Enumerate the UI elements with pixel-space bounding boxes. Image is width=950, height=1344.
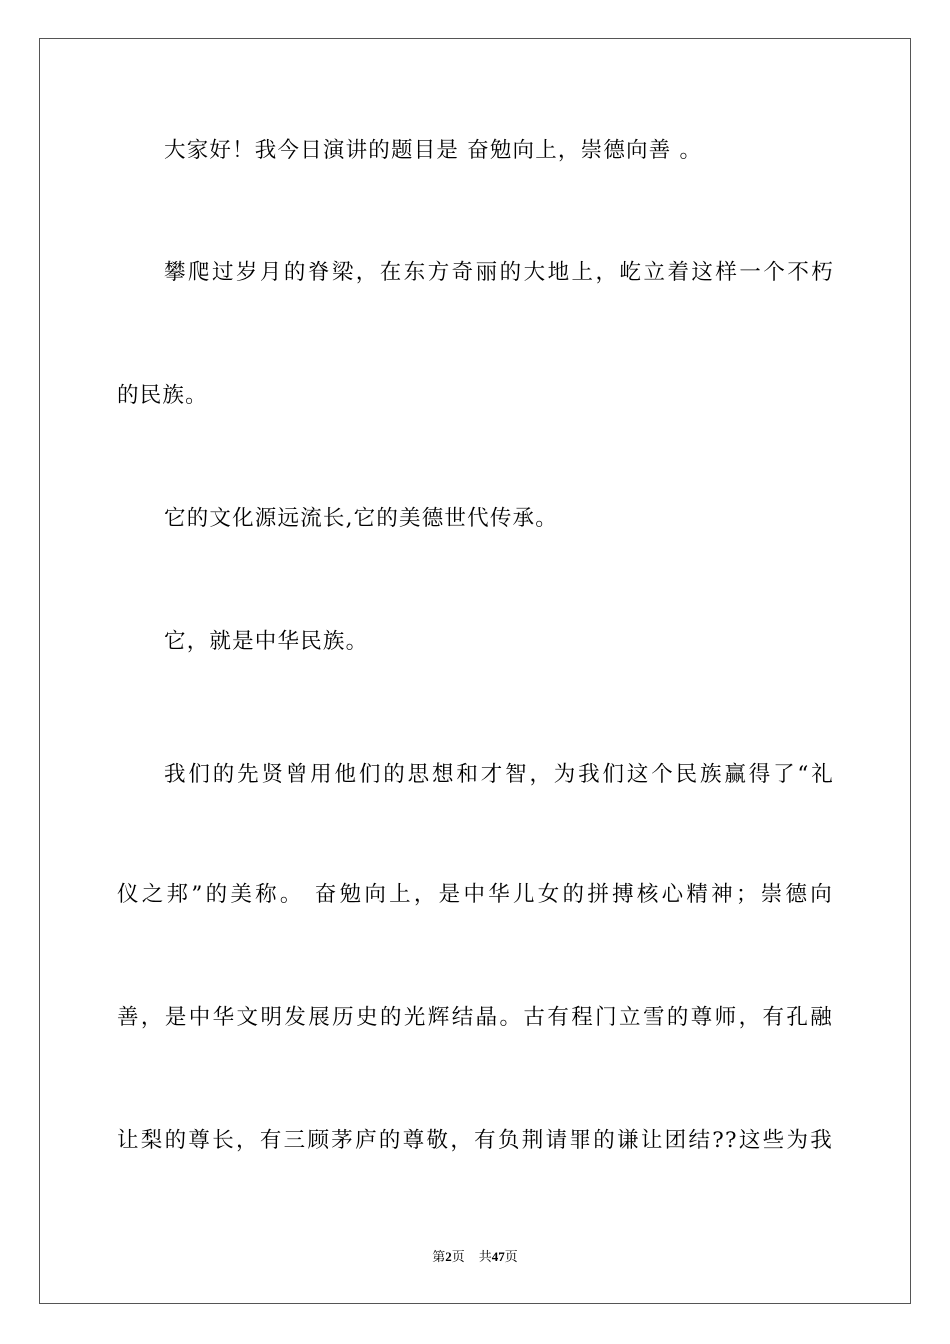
paragraph-line: 善，是中华文明发展历史的光辉结晶。古有程门立雪的尊师，有孔融 (117, 1005, 833, 1030)
paragraph-line: 我们的先贤曾用他们的思想和才智，为我们这个民族赢得了“礼 (164, 762, 834, 787)
footer-total-pages: 47 (491, 1249, 505, 1264)
footer-page-prefix: 第 (432, 1249, 446, 1264)
paragraph-line: 仪之邦”的美称。 奋勉向上，是中华儿女的拼搏核心精神；崇德向 (117, 882, 833, 907)
paragraph-line: 它，就是中华民族。 (164, 629, 369, 654)
footer-total-prefix: 共 (478, 1249, 492, 1264)
footer-total-suffix: 页 (504, 1249, 518, 1264)
footer-page-suffix: 页 (451, 1249, 465, 1264)
paragraph-line: 大家好！我今日演讲的题目是 奋勉向上，崇德向善 。 (164, 138, 703, 163)
page-footer (0, 1248, 950, 1266)
paragraph-line: 让梨的尊长，有三顾茅庐的尊敬，有负荆请罪的谦让团结??这些为我 (117, 1128, 833, 1153)
footer-page-number: 2 (445, 1249, 452, 1264)
paragraph-line: 的民族。 (117, 383, 208, 408)
paragraph-line: 它的文化源远流长,它的美德世代传承。 (164, 506, 558, 531)
page-border (39, 38, 911, 1304)
paragraph-line: 攀爬过岁月的脊梁，在东方奇丽的大地上，屹立着这样一个不朽 (164, 260, 834, 285)
